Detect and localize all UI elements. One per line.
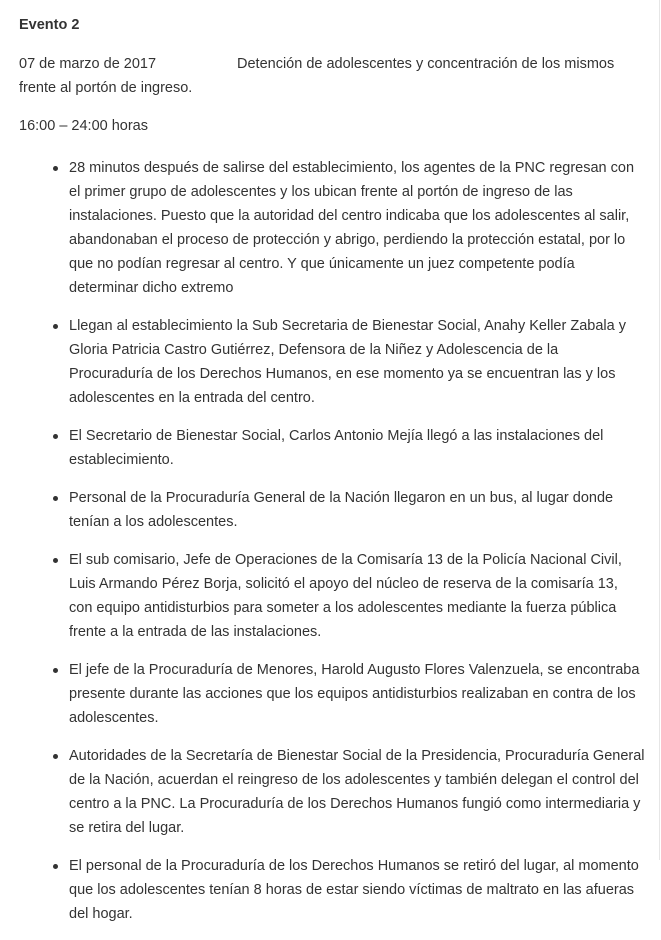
bullet-dot-icon <box>53 496 58 501</box>
list-item <box>0 486 661 534</box>
bullet-dot-icon <box>53 864 58 869</box>
list-item <box>0 548 661 644</box>
event-title: Evento 2 <box>19 17 80 33</box>
event-description: Detención de adolescentes y concentración de los mismos frente al portón de ingreso. <box>19 56 615 96</box>
list-item-text: Llegan al establecimiento la Sub Secretaria de Bienestar Social, Anahy Keller Zabala y Gloria Patricia Castro Gutiérrez, Defensora de la Niñez y Adolescencia de la Procuraduría de los Derechos Humanos, en ese momento ya se encuentran las y los adolescentes en la entrada del centro. <box>69 318 626 406</box>
list-item-text: El jefe de la Procuraduría de Menores, Harold Augusto Flores Valenzuela, se encontraba presente durante las acciones que los equipos antidisturbios realizaban en contra de los adolescentes. <box>69 662 640 726</box>
list-item <box>0 424 661 472</box>
list-item-text: El personal de la Procuraduría de los Derechos Humanos se retiró del lugar, al momento que los adolescentes tenían 8 horas de estar siendo víctimas de maltrato en las afueras del hogar. <box>69 858 639 922</box>
list-item <box>0 156 661 300</box>
list-item <box>0 744 661 840</box>
list-item <box>0 658 661 730</box>
list-item-text: 28 minutos después de salirse del establecimiento, los agentes de la PNC regresan con el primer grupo de adolescentes y los ubican frente al portón de ingreso de las instalaciones. Puesto que la autoridad del centro indicaba que los adolescentes al salir, abandonaban el proceso de protección y abrigo, perdiendo la protección estatal, por lo que no podían regresar al centro. Y que únicamente un juez competente podía determinar dicho extremo <box>69 160 635 296</box>
event-time: 16:00 – 24:00 horas <box>19 118 148 134</box>
list-item-text: El Secretario de Bienestar Social, Carlos Antonio Mejía llegó a las instalaciones del establecimiento. <box>69 428 604 468</box>
bullet-dot-icon <box>53 166 58 171</box>
list-item <box>0 314 661 410</box>
list-item-text: El sub comisario, Jefe de Operaciones de la Comisaría 13 de la Policía Nacional Civil, Luis Armando Pérez Borja, solicitó el apoyo del núcleo de reserva de la comisaría 13, con equipo antidisturbios para someter a los adolescentes mediante la fuerza pública frente a la entrada de las instalaciones. <box>69 552 622 640</box>
event-bullet-list <box>0 156 661 940</box>
list-item-text: Autoridades de la Secretaría de Bienestar Social de la Presidencia, Procuraduría General de la Nación, acuerdan el reingreso de los adolescentes y también delegan el control del centro a la PNC. La Procuraduría de los Derechos Humanos fungió como intermediaria y se retira del lugar. <box>69 748 645 836</box>
bullet-dot-icon <box>53 558 58 563</box>
bullet-dot-icon <box>53 668 58 673</box>
bullet-dot-icon <box>53 434 58 439</box>
bullet-dot-icon <box>53 324 58 329</box>
event-date: 07 de marzo de 2017 <box>19 56 157 72</box>
list-item-text: Personal de la Procuraduría General de la Nación llegaron en un bus, al lugar donde tenían a los adolescentes. <box>69 490 614 530</box>
event-summary <box>19 52 639 100</box>
list-item <box>0 854 661 926</box>
bullet-dot-icon <box>53 754 58 759</box>
